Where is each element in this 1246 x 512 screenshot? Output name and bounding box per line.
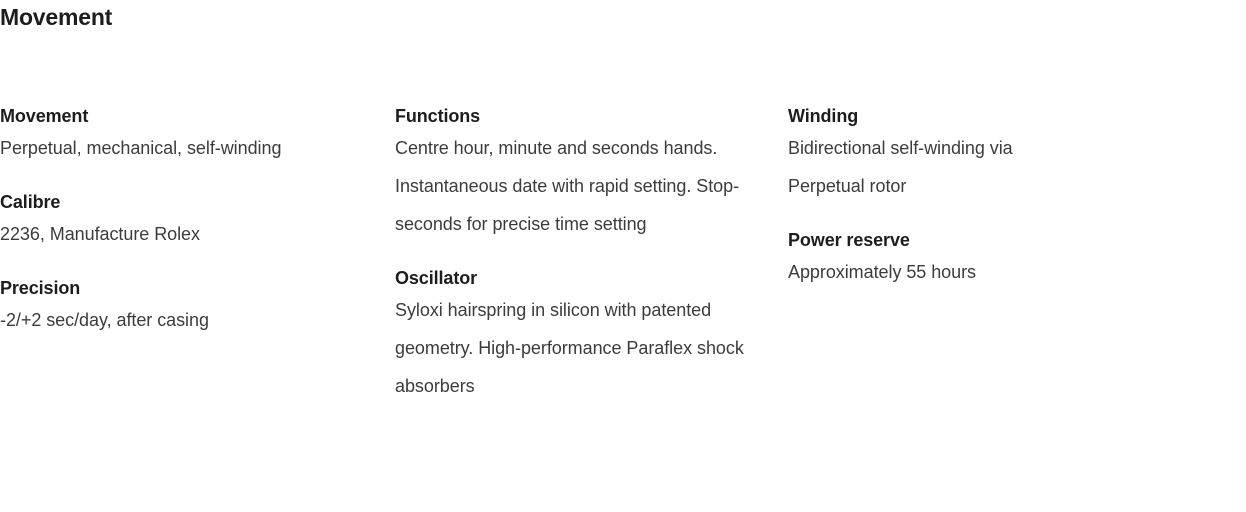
spec-block — [0, 190, 365, 253]
spec-label: Functions — [395, 106, 481, 126]
column-middle — [395, 104, 788, 405]
spec-block — [788, 104, 1226, 205]
page-title: Movement — [0, 4, 113, 30]
spec-label: Movement — [0, 106, 89, 126]
spec-label: Winding — [788, 106, 859, 126]
spec-block — [395, 266, 758, 405]
spec-block — [0, 276, 365, 339]
spec-value: Bidirectional self-winding via Perpetual rotor — [788, 138, 1013, 196]
spec-value: Perpetual, mechanical, self-winding — [0, 138, 282, 158]
spec-label: Calibre — [0, 192, 61, 212]
spec-block — [0, 104, 365, 167]
column-left — [0, 104, 395, 339]
column-right — [788, 104, 1246, 291]
spec-value: Approximately 55 hours — [788, 262, 976, 282]
spec-block — [395, 104, 758, 243]
spec-block — [788, 228, 1226, 291]
spec-value: 2236, Manufacture Rolex — [0, 224, 200, 244]
spec-label: Power reserve — [788, 230, 910, 250]
specification-columns — [0, 104, 1246, 405]
spec-value: Syloxi hairspring in silicon with patented geometry. High-performance Paraflex shock absorbers — [395, 300, 744, 396]
spec-value: -2/+2 sec/day, after casing — [0, 310, 209, 330]
spec-value: Centre hour, minute and seconds hands. Instantaneous date with rapid setting. Stop-seconds for precise time setting — [395, 138, 740, 234]
spec-label: Precision — [0, 278, 81, 298]
spec-label: Oscillator — [395, 268, 478, 288]
